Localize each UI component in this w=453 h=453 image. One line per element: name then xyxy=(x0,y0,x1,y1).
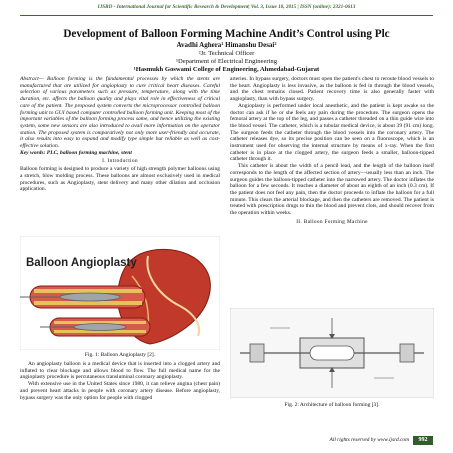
right-clamp xyxy=(400,344,414,362)
abstract: Abstract— Balloon forming is the fundamental processes by which the stents are manufactured that are utilized for angioplasty to cure critical heart diseases. Careful selection of various parameters such as pressure, temperature, along with the time duration, etc. affects the balloon quality and plays vital role in effectiveness of critical care of the patient. The proposed system converts the microprocessor controlled balloon forming unit to GUI based computer controlled balloon forming unit. Keeping most of the important variables of the balloon forming process same, and hence utilizing the existing system, some new sensors are also introduced to avail more information on the operator station. The proposed system is comparatively not only more user-friendly and accurate, it also results into easy to expand and modify type simple but reliable as well as cost-effective solution. xyxy=(20,76,220,150)
left-column-top xyxy=(20,76,220,234)
left-column-bottom xyxy=(20,361,220,433)
bypass-paragraph: arteries. In bypass surgery, doctors must open the patient's chest to reroute blood vessels to the heart. Angioplasty is less invasive, as the balloon is fed in through the blood vessels, and the chest remains closed. Patient recovery time is also generally faster with angioplasty, than with bypass surgery. xyxy=(230,76,434,103)
history-paragraph: With extensive use in the United States since 1980, it can relieve angina (chest pain) and prevent heart attacks in people with coronary artery disease. Before angioplasty, bypass surgery was the only option for people with clogged xyxy=(20,381,220,401)
figure-architecture xyxy=(230,308,434,398)
footer-rights: All rights reserved by www.ijsrd.com xyxy=(329,437,409,443)
right-column-top xyxy=(230,76,434,306)
catheter-paragraph: This catheter is about the width of a pencil lead, and the length of the balloon itself corresponds to the length of the affected section of artery—usually less than an inch. The surgeon guides the balloon-tipped catheter into the narrowed artery. The doctor inflates the balloon for a few seconds. It reaches a diameter of about an eighth of an inch (0.3 cm). If the patient does not feel any pain, then the doctor proceeds to inflate the balloon for a full minute. This clears the arterial blockage, and then the catheters are removed. The patient is treated with prescription drugs to thin the blood and prevent clots, and should recover from the operation within weeks. xyxy=(230,163,434,217)
paper-authors: Avadhi Aghera¹ Himanshu Desai² xyxy=(176,41,277,49)
intro-heading: I. Introduction xyxy=(102,158,138,165)
keywords: Key words: PLC, balloon forming machine, stent xyxy=(20,149,132,156)
figure-2-caption: Fig. 2: Architecture of balloon forming [3]. xyxy=(284,402,380,408)
affiliation-1: ²Jr. Technical Officer xyxy=(198,50,255,57)
architecture-diagram xyxy=(230,308,434,398)
affiliation-2: ¹Department of Electrical Engineering xyxy=(175,58,278,65)
procedure-paragraph: Angioplasty is performed under local anesthetic, and the patient is kept awake so the doctor can ask if he or she feels any pain during the procedure. The surgeon opens the femoral artery at the top of the leg, and passes a catheter threaded on a thin guide wire into the blood vessel. The catheter, which is a tubular medical device, is about 39 (91 cm) long. The surgeon feeds the catheter through the blood vessels into the coronary artery. The catheter releases dye, so its precise position can be seen on a fluoroscope, which is an instrument used for observing the internal structure by means of x-ray. When the first catheter is in place at the clogged artery, the surgeon feeds a smaller, balloon-tipped catheter through it. xyxy=(230,102,434,163)
section-2-heading: II. Balloon Forming Machine xyxy=(296,218,368,225)
paper-title: Development of Balloon Forming Machine Andit’s Control using Plc xyxy=(63,28,390,40)
figure-balloon-angioplasty xyxy=(20,236,220,350)
affiliation-3: ¹Hasmukh Goswami College of Engineering, Ahmedabad-Gujarat xyxy=(133,66,320,73)
balloon-catheter-lower xyxy=(74,324,126,331)
journal-header xyxy=(20,3,433,16)
balloon-catheter-upper xyxy=(60,293,120,301)
balloon-angioplasty-illustration xyxy=(20,236,220,350)
left-clamp xyxy=(250,344,264,362)
figure-label: Balloon Angioplasty xyxy=(26,257,137,269)
page-footer xyxy=(20,436,433,446)
figure-1-caption: Fig. 1: Balloon Angioplasty [2]. xyxy=(84,352,156,358)
intro-text: Balloon forming is designed to produce a variety of high strength polymer balloons using a stretch, blow molding process. These balloons are almost exclusively used in medical procedures, such as Angioplasty, stent delivery and many other dilation and occlusion application. xyxy=(20,166,220,193)
journal-header-text: IJSRD - International Journal for Scientific Research & Development| Vol. 3, Issue 10, 2015 | ISSN (online): 2321-0613 xyxy=(97,4,356,10)
angioplasty-paragraph: An angioplasty balloon is a medical device that is inserted into a clogged artery and inflated to clear blockage and allows blood to flow. The full medical name for the angioplasty procedure is percutaneous transluminal coronary angioplasty. xyxy=(20,361,220,381)
page-number: 992 xyxy=(413,436,433,445)
